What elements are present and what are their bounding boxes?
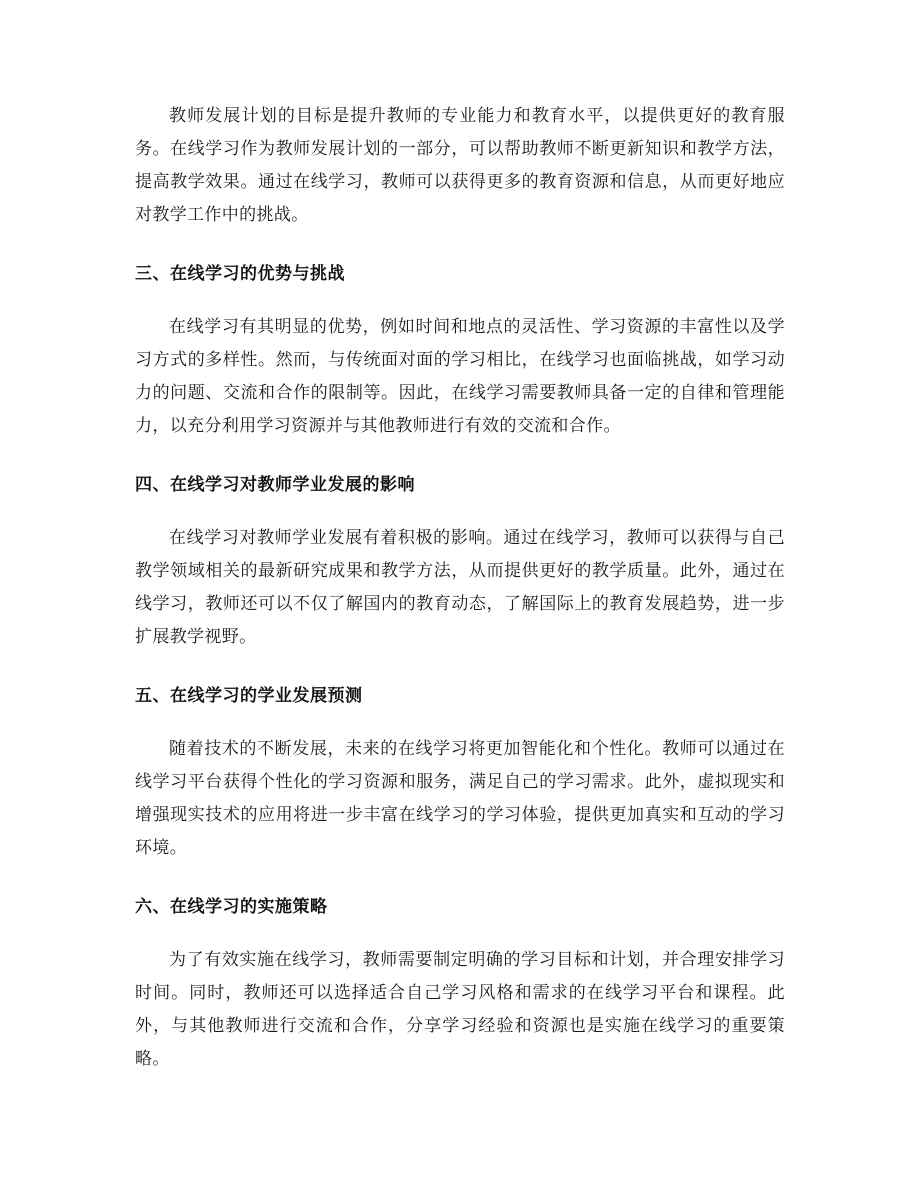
spacer xyxy=(135,924,785,944)
section-heading-advantages-challenges: 三、在线学习的优势与挑战 xyxy=(135,264,345,284)
document-body xyxy=(135,100,785,1076)
section-paragraph-forecast: 随着技术的不断发展，未来的在线学习将更加智能化和个性化。教师可以通过在线学习平台获得个性化的学习资源和服务，满足自己的学习需求。此外，虚拟现实和增强现实技术的应用将进一步丰富在线学习的学习体验，提供更加真实和互动的学习环境。 xyxy=(135,739,785,858)
spacer xyxy=(135,443,785,469)
spacer xyxy=(135,865,785,891)
spacer xyxy=(135,713,785,733)
spacer xyxy=(135,654,785,680)
spacer xyxy=(135,291,785,311)
intro-paragraph: 教师发展计划的目标是提升教师的专业能力和教育水平，以提供更好的教育服务。在线学习作为教师发展计划的一部分，可以帮助教师不断更新知识和教学方法，提高教学效果。通过在线学习，教师可以获得更多的教育资源和信息，从而更好地应对教学工作中的挑战。 xyxy=(135,106,785,225)
spacer xyxy=(135,502,785,522)
section-paragraph-advantages-challenges: 在线学习有其明显的优势，例如时间和地点的灵活性、学习资源的丰富性以及学习方式的多样性。然而，与传统面对面的学习相比，在线学习也面临挑战，如学习动力的问题、交流和合作的限制等。因此，在线学习需要教师具备一定的自律和管理能力，以充分利用学习资源并与其他教师进行有效的交流和合作。 xyxy=(135,317,785,436)
section-heading-strategy: 六、在线学习的实施策略 xyxy=(135,897,328,917)
spacer xyxy=(135,232,785,258)
section-heading-forecast: 五、在线学习的学业发展预测 xyxy=(135,686,363,706)
section-paragraph-impact: 在线学习对教师学业发展有着积极的影响。通过在线学习，教师可以获得与自己教学领域相关的最新研究成果和教学方法，从而提供更好的教学质量。此外，通过在线学习，教师还可以不仅了解国内的教育动态，了解国际上的教育发展趋势，进一步扩展教学视野。 xyxy=(135,528,785,647)
section-heading-impact: 四、在线学习对教师学业发展的影响 xyxy=(135,475,415,495)
section-paragraph-strategy: 为了有效实施在线学习，教师需要制定明确的学习目标和计划，并合理安排学习时间。同时，教师还可以选择适合自己学习风格和需求的在线学习平台和课程。此外，与其他教师进行交流和合作，分享学习经验和资源也是实施在线学习的重要策略。 xyxy=(135,950,785,1069)
